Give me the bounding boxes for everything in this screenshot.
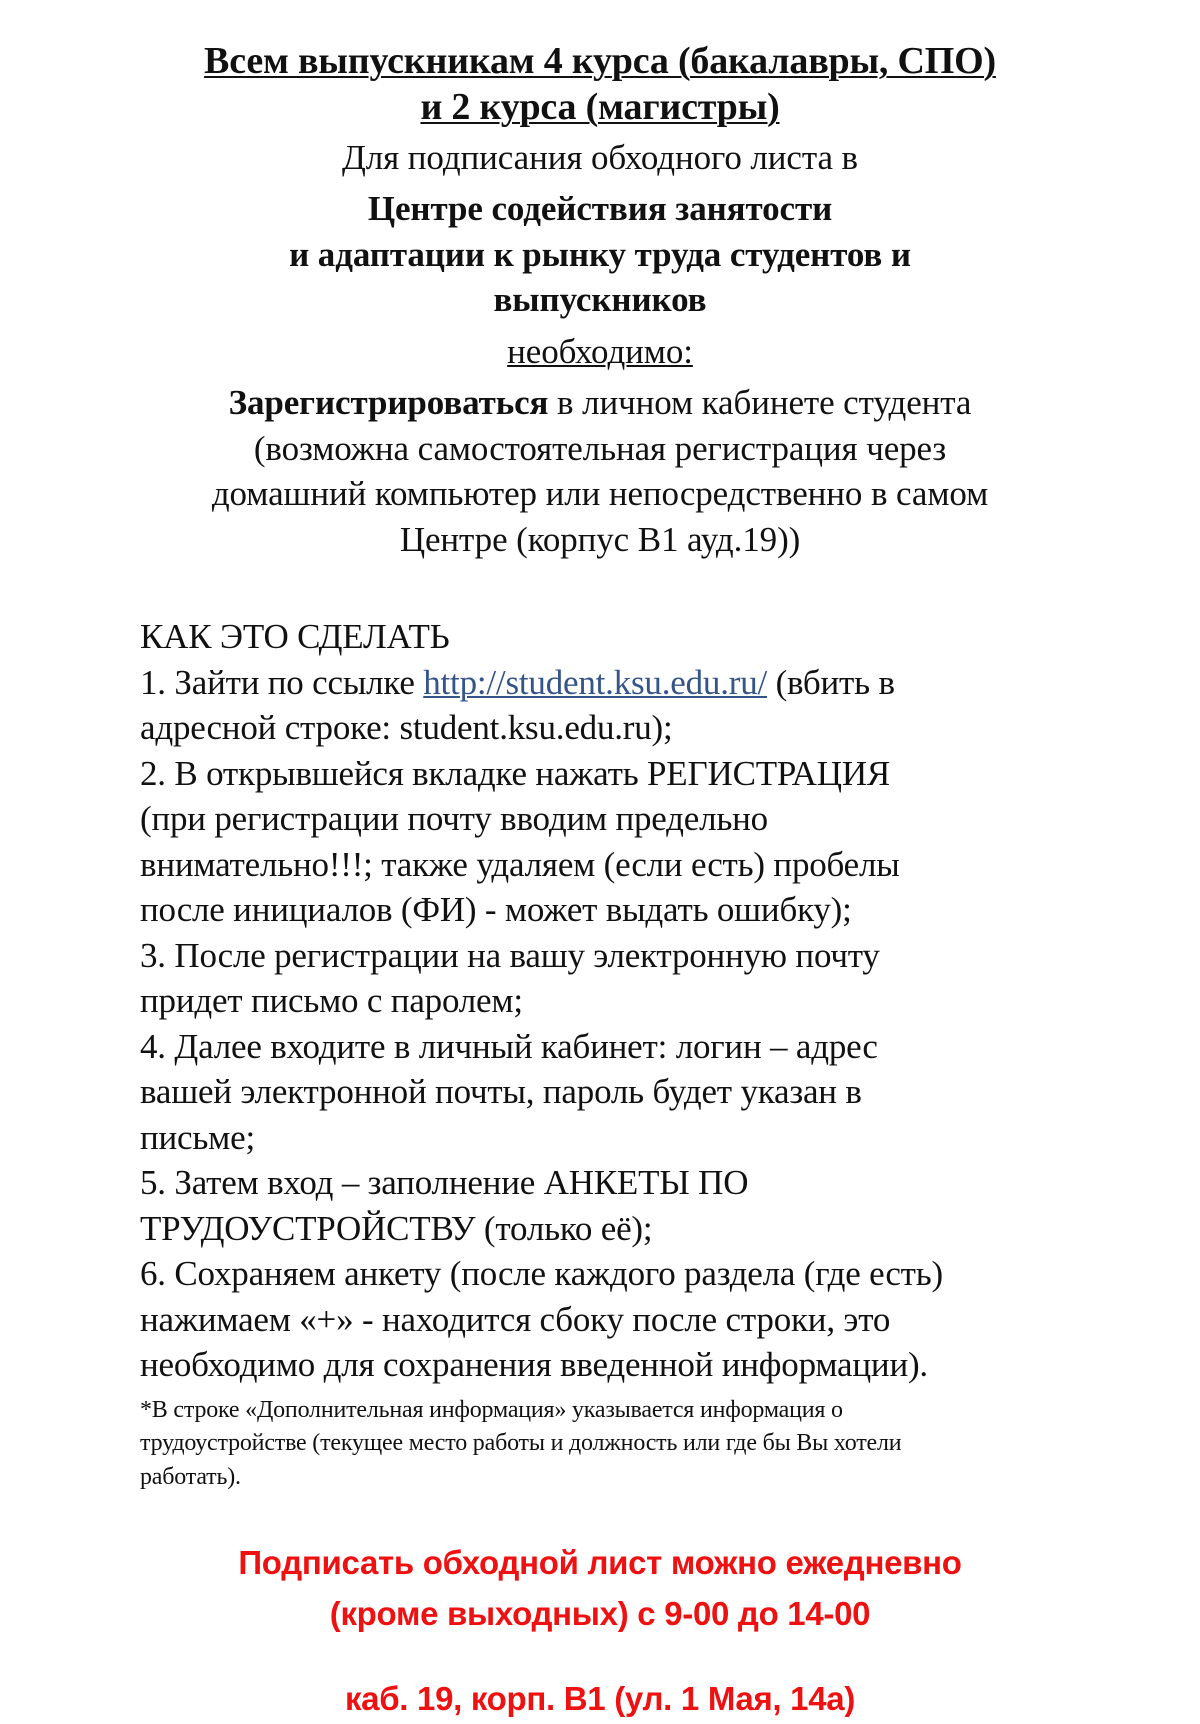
necessary-label-text: необходимо: bbox=[507, 331, 693, 371]
title-line-1-text: Всем выпускникам 4 курса (бакалавры, СПО) bbox=[204, 40, 996, 82]
title-line-1 bbox=[140, 38, 1060, 84]
document-title bbox=[140, 38, 1060, 131]
howto-step-2-line-2: (при регистрации почту вводим предельно bbox=[140, 799, 768, 839]
footer-line-2: (кроме выходных) с 9-00 до 14-00 bbox=[329, 1594, 871, 1632]
howto-step-3-line-2: придет письмо с паролем; bbox=[140, 981, 523, 1021]
register-note-line-2: домашний компьютер или непосредственно в самом bbox=[211, 474, 989, 514]
register-note-line-1: (возможна самостоятельная регистрация через bbox=[253, 428, 947, 468]
howto-step-1-prefix: 1. Зайти по ссылке bbox=[140, 662, 424, 702]
footnote-line-3: работать). bbox=[140, 1463, 241, 1490]
howto-step-1-cont: адресной строке: student.ksu.edu.ru); bbox=[140, 708, 673, 748]
title-line-2 bbox=[140, 84, 1060, 130]
howto-step-5-line-1: 5. Затем вход – заполнение АНКЕТЫ ПО bbox=[140, 1163, 749, 1203]
howto-step-1 bbox=[140, 660, 1060, 706]
footnote-line-1: *В строке «Дополнительная информация» указывается информация о bbox=[140, 1396, 843, 1423]
register-instruction bbox=[140, 380, 1060, 426]
howto-step-3-line-1: 3. После регистрации на вашу электронную почту bbox=[140, 935, 880, 975]
howto-step-6-line-1: 6. Сохраняем анкету (после каждого раздела (где есть) bbox=[140, 1254, 943, 1294]
footnote-line-2: трудоустройстве (текущее место работы и должность или где бы Вы хотели bbox=[140, 1430, 902, 1457]
howto-step-4-line-1: 4. Далее входите в личный кабинет: логин – адрес bbox=[140, 1026, 878, 1066]
howto-step-4-line-3: письме; bbox=[140, 1117, 255, 1157]
howto-heading: КАК ЭТО СДЕЛАТЬ bbox=[140, 617, 450, 657]
howto-step-2-line-1: 2. В открывшейся вкладке нажать РЕГИСТРАЦИЯ bbox=[140, 753, 891, 793]
howto-section bbox=[140, 614, 1060, 1388]
footer-notice bbox=[140, 1537, 1060, 1724]
howto-step-6-line-3: необходимо для сохранения введенной информации). bbox=[140, 1345, 928, 1385]
howto-step-4-line-2: вашей электронной почты, пароль будет указан в bbox=[140, 1072, 862, 1112]
footer-line-1: Подписать обходной лист можно ежедневно bbox=[238, 1543, 962, 1581]
footnote-section bbox=[140, 1394, 1060, 1495]
center-name-line-2: и адаптации к рынку труда студентов и bbox=[289, 234, 911, 274]
howto-step-2-line-4: после инициалов (ФИ) - может выдать ошибку); bbox=[140, 890, 852, 930]
footer-line-3: каб. 19, корп. В1 (ул. 1 Мая, 14а) bbox=[344, 1679, 856, 1717]
register-keyword: Зарегистрироваться bbox=[228, 383, 549, 423]
intro-purpose-line: Для подписания обходного листа в bbox=[342, 137, 858, 177]
center-name-line-1: Центре содействия занятости bbox=[367, 189, 833, 229]
register-instruction-rest: в личном кабинете студента bbox=[548, 383, 972, 423]
howto-step-6-line-2: нажимаем «+» - находится сбоку после строки, это bbox=[140, 1299, 891, 1339]
necessary-label bbox=[140, 329, 1060, 375]
student-portal-link[interactable]: http://student.ksu.edu.ru/ bbox=[423, 662, 768, 702]
title-line-2-text: и 2 курса (магистры) bbox=[420, 86, 780, 129]
howto-step-1-suffix: (вбить в bbox=[767, 662, 895, 702]
howto-step-2-line-3: внимательно!!!; также удаляем (если есть) пробелы bbox=[140, 844, 900, 884]
center-name-line-3: выпускников bbox=[493, 280, 707, 320]
register-note-line-3: Центре (корпус В1 ауд.19)) bbox=[399, 519, 801, 559]
footer-spacer bbox=[140, 1639, 1060, 1673]
howto-step-5-line-2: ТРУДОУСТРОЙСТВУ (только её); bbox=[140, 1208, 653, 1248]
